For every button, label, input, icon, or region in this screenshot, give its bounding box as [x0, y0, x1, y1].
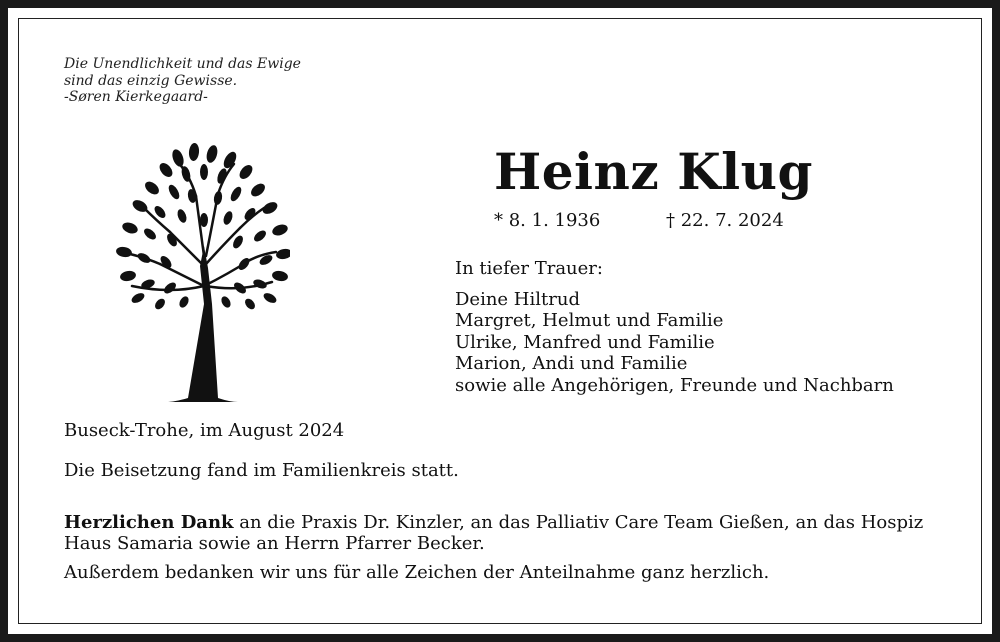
mourning-intro: In tiefer Trauer: [455, 258, 603, 279]
quote-line-1: Die Unendlichkeit und das Ewige [64, 56, 301, 72]
mourner-line: Ulrike, Manfred und Familie [455, 331, 715, 353]
mourner-line: sowie alle Angehörigen, Freunde und Nachbarn [455, 374, 894, 396]
thanks-text: an die Praxis Dr. Kinzler, an das Palliativ Care Team Gießen, an das Hospiz Haus Samaria sowie an Herrn Pfarrer Becker. [64, 512, 924, 554]
place-date: Buseck-Trohe, im August 2024 [64, 420, 345, 441]
obituary-card [8, 8, 992, 634]
quote [64, 56, 301, 106]
quote-author: -Søren Kierkegaard- [64, 89, 208, 105]
quote-line-2: sind das einzig Gewisse. [64, 72, 238, 89]
mourning-block [455, 258, 894, 396]
mourner-line: Marion, Andi und Familie [455, 353, 688, 374]
mourner-line: Deine Hiltrud [455, 288, 580, 310]
burial-note: Die Beisetzung fand im Familienkreis statt. [64, 460, 459, 481]
deceased-name: Heinz Klug [494, 142, 813, 201]
death-date: † 22. 7. 2024 [666, 210, 784, 231]
tree-icon [100, 136, 290, 406]
thanks-heading: Herzlichen Dank [64, 512, 234, 533]
birth-date: * 8. 1. 1936 [494, 210, 601, 231]
closing-thanks: Außerdem bedanken wir uns für alle Zeichen der Anteilnahme ganz herzlich. [64, 562, 770, 583]
mourner-line: Margret, Helmut und Familie [455, 310, 724, 331]
thanks-paragraph [64, 512, 944, 554]
